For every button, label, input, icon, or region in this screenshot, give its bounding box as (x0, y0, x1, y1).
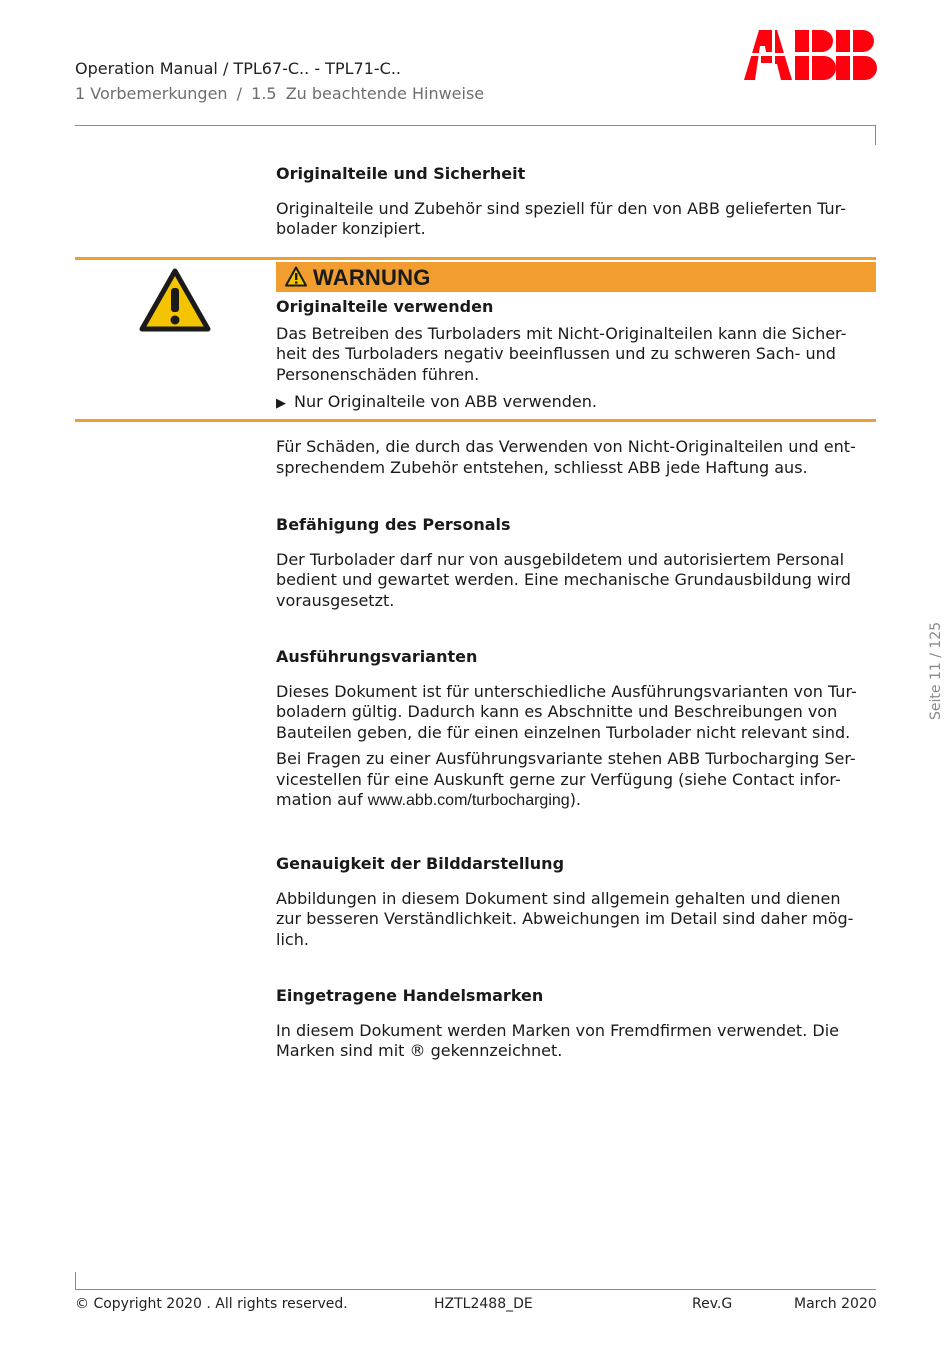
header-divider-tick (875, 125, 876, 145)
paragraph: Dieses Dokument ist für unterschiedliche Ausführungsvarianten von Tur- boladern gültig. Dadurch kann es Abschnitte und Beschreibungen von Bauteilen geben, die für einen einzelnen Turbolader nicht relevant sind. (276, 681, 857, 742)
warning-text: Das Betreiben des Turboladers mit Nicht-Originalteilen kann die Sicher- heit des Turboladers negativ beeinflussen und zu schweren Sach- und Personenschäden führen. (276, 323, 847, 384)
warning-triangle-icon (139, 268, 211, 332)
warning-action-text: Nur Originalteile von ABB verwenden. (294, 392, 597, 411)
warning-top-rule (75, 257, 876, 260)
section-heading: Befähigung des Personals (276, 515, 511, 534)
warning-title: Originalteile verwenden (276, 297, 494, 316)
section-number: 1.5 (251, 84, 277, 103)
document-title: Operation Manual / TPL67-C.. - TPL71-C.. (75, 59, 401, 78)
footer-copyright: © Copyright 2020 . All rights reserved. (75, 1296, 348, 1312)
section-heading: Ausführungsvarianten (276, 647, 478, 666)
paragraph: Für Schäden, die durch das Verwenden von Nicht-Originalteilen und ent- sprechendem Zubehör entstehen, schliesst ABB jede Haftung aus. (276, 437, 856, 477)
turbocharging-link[interactable]: www.abb.com/turbocharging (367, 792, 570, 809)
footer-revision: Rev.G (692, 1296, 733, 1312)
warning-banner (276, 262, 876, 292)
section-varianten (276, 647, 876, 812)
section-personal (276, 515, 876, 611)
section-originalteile (276, 164, 876, 240)
section-heading: Genauigkeit der Bilddarstellung (276, 854, 565, 873)
abb-logo (744, 30, 877, 80)
section-handelsmarken (276, 986, 876, 1062)
footer-divider (75, 1289, 876, 1290)
page-number-side: Seite 11 / 125 (928, 621, 944, 720)
paragraph: Der Turbolader darf nur von ausgebildetem und autorisiertem Personal bedient und gewartet werden. Eine mechanische Grundausbildung wird vorausgesetzt. (276, 549, 851, 610)
contact-text-end: ). (569, 790, 582, 809)
section-heading: Originalteile und Sicherheit (276, 164, 526, 183)
contact-text: Bei Fragen zu einer Ausführungsvariante stehen ABB Turbocharging Ser- vicestellen für eine Auskunft gerne zur Verfügung (siehe Contact infor- mation auf (276, 749, 856, 809)
warning-label: WARNUNG (313, 265, 431, 290)
section-bilddarstellung (276, 854, 876, 950)
header-divider (75, 125, 876, 126)
warning-action (276, 392, 876, 415)
paragraph: Abbildungen in diesem Dokument sind allgemein gehalten und dienen zur besseren Verständlichkeit. Abweichungen im Detail sind daher mög- lich. (276, 888, 854, 949)
footer-date: March 2020 (794, 1296, 877, 1312)
warning-body (276, 297, 876, 415)
breadcrumb (75, 84, 484, 103)
footer-divider-tick (75, 1272, 76, 1290)
paragraph: In diesem Dokument werden Marken von Fremdfirmen verwendet. Die Marken sind mit ® gekennzeichnet. (276, 1020, 839, 1060)
paragraph: Originalteile und Zubehör sind speziell für den von ABB gelieferten Tur- bolader konzipiert. (276, 198, 847, 238)
breadcrumb-separator: / (236, 84, 243, 103)
section-title: Zu beachtende Hinweise (285, 84, 485, 103)
bullet-arrow-icon: ▶ (276, 396, 286, 411)
chapter-number: 1 (75, 84, 86, 103)
warning-small-icon (285, 266, 307, 287)
section-heading: Eingetragene Handelsmarken (276, 986, 544, 1005)
chapter-title: Vorbemerkungen (90, 84, 228, 103)
section-haftung (276, 437, 876, 478)
footer-doc-id: HZTL2488_DE (434, 1296, 533, 1312)
paragraph-contact (276, 749, 876, 812)
warning-bottom-rule (75, 419, 876, 422)
